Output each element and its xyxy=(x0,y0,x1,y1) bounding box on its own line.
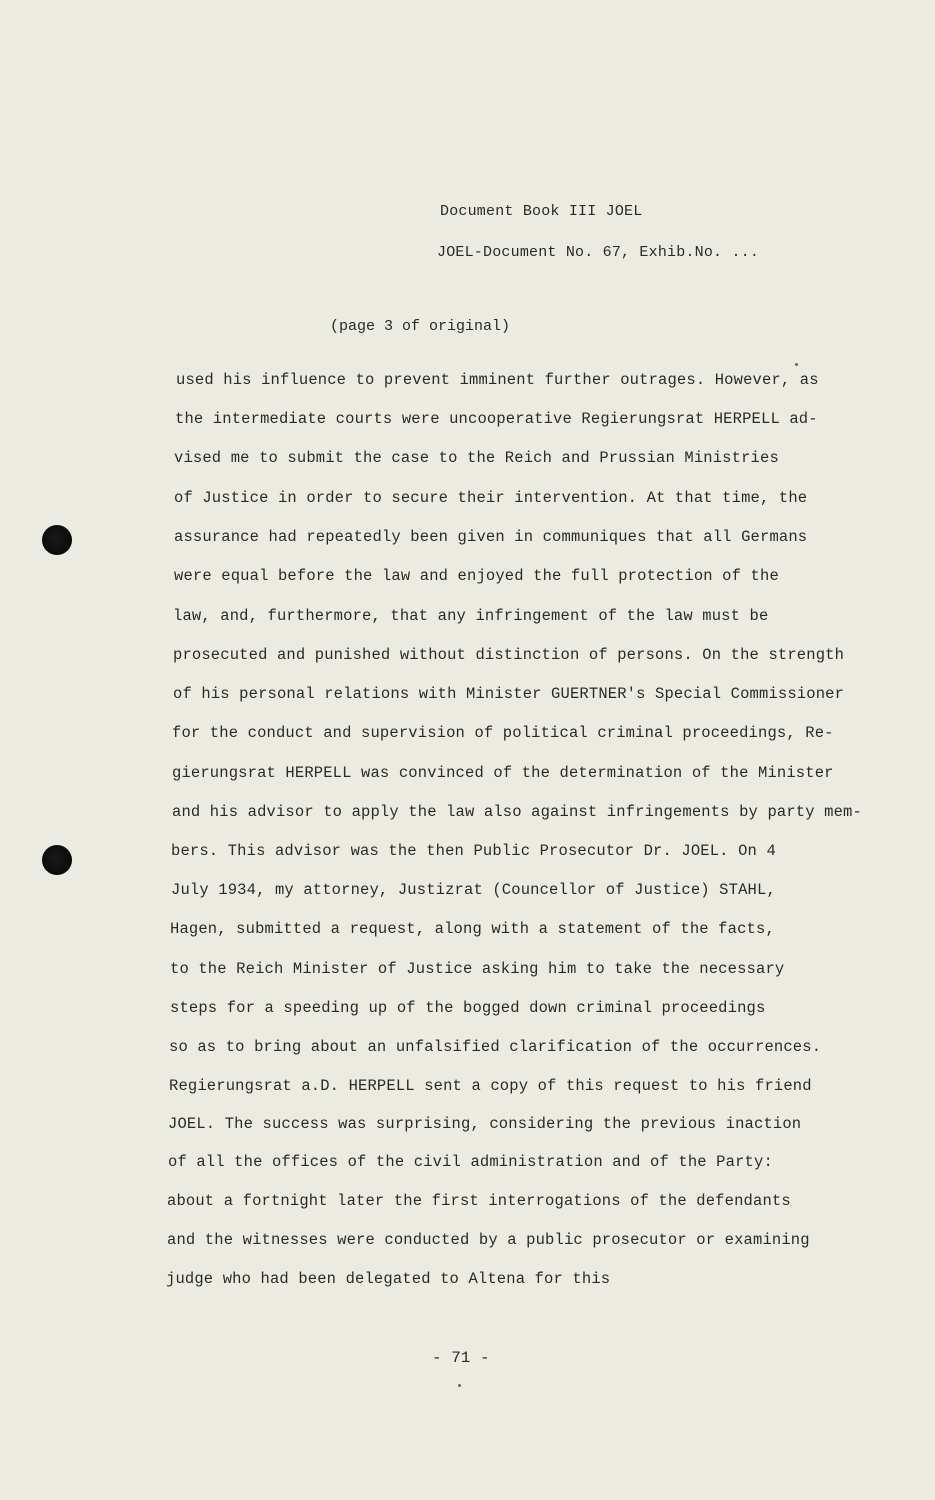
body-line: of Justice in order to secure their intervention. At that time, the xyxy=(174,489,808,507)
document-number-heading: JOEL-Document No. 67, Exhib.No. ... xyxy=(437,244,760,261)
body-line: gierungsrat HERPELL was convinced of the determination of the Minister xyxy=(172,764,834,782)
body-line: and his advisor to apply the law also against infringements by party mem- xyxy=(172,803,862,821)
body-line: and the witnesses were conducted by a public prosecutor or examining xyxy=(167,1231,810,1249)
body-line: steps for a speeding up of the bogged down criminal proceedings xyxy=(170,999,766,1017)
body-line: prosecuted and punished without distinction of persons. On the strength xyxy=(173,646,845,664)
body-line: vised me to submit the case to the Reich and Prussian Ministries xyxy=(174,449,779,467)
body-line: July 1934, my attorney, Justizrat (Councellor of Justice) STAHL, xyxy=(171,881,776,899)
body-line: used his influence to prevent imminent further outrages. However, as xyxy=(176,371,819,389)
page-of-original-note: (page 3 of original) xyxy=(330,318,511,335)
body-line: Regierungsrat a.D. HERPELL sent a copy of this request to his friend xyxy=(169,1077,812,1095)
body-line: assurance had repeatedly been given in communiques that all Germans xyxy=(174,528,808,546)
body-line: so as to bring about an unfalsified clarification of the occurrences. xyxy=(169,1038,822,1056)
document-book-heading: Document Book III JOEL xyxy=(440,203,643,220)
body-line: bers. This advisor was the then Public Prosecutor Dr. JOEL. On 4 xyxy=(171,842,776,860)
page-number: - 71 - xyxy=(432,1349,490,1367)
body-line: for the conduct and supervision of political criminal proceedings, Re- xyxy=(172,724,834,742)
body-line: were equal before the law and enjoyed the full protection of the xyxy=(174,567,779,585)
punch-hole-upper xyxy=(42,525,72,555)
body-line: law, and, furthermore, that any infringement of the law must be xyxy=(173,607,769,625)
body-line: about a fortnight later the first interrogations of the defendants xyxy=(167,1192,791,1210)
paper-speck xyxy=(458,1384,461,1387)
punch-hole-lower xyxy=(42,845,72,875)
paper-speck xyxy=(795,363,798,366)
body-line: Hagen, submitted a request, along with a statement of the facts, xyxy=(170,920,775,938)
body-line: to the Reich Minister of Justice asking him to take the necessary xyxy=(170,960,785,978)
body-line: of his personal relations with Minister GUERTNER's Special Commissioner xyxy=(173,685,845,703)
body-line: judge who had been delegated to Altena for this xyxy=(166,1270,611,1288)
body-line: JOEL. The success was surprising, considering the previous inaction xyxy=(168,1115,802,1133)
body-line: of all the offices of the civil administration and of the Party: xyxy=(168,1153,773,1171)
body-line: the intermediate courts were uncooperative Regierungsrat HERPELL ad- xyxy=(175,410,818,428)
